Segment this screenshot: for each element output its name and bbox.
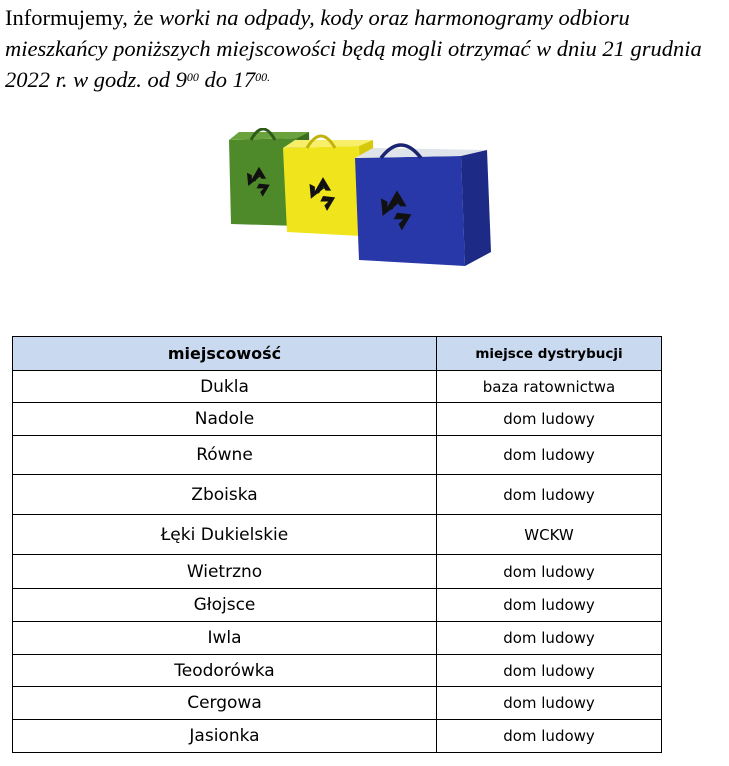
intro-sup-1: 00 xyxy=(186,70,199,84)
place-cell: dom ludowy xyxy=(437,622,662,655)
town-cell: Cergowa xyxy=(13,687,437,720)
town-cell: Dukla xyxy=(13,371,437,403)
town-cell: Nadole xyxy=(13,403,437,436)
table-row xyxy=(13,655,662,687)
intro-sup-2: 00. xyxy=(255,70,271,84)
table-row xyxy=(13,515,662,555)
place-cell: dom ludowy xyxy=(437,655,662,687)
town-cell: Iwla xyxy=(13,622,437,655)
town-cell: Głojsce xyxy=(13,589,437,622)
place-cell: dom ludowy xyxy=(437,436,662,475)
blue-bag-front xyxy=(355,156,465,266)
table-row xyxy=(13,589,662,622)
table-row xyxy=(13,720,662,753)
table-header-row xyxy=(13,337,662,371)
blue-bag xyxy=(355,145,491,266)
town-cell: Jasionka xyxy=(13,720,437,753)
place-cell: dom ludowy xyxy=(437,589,662,622)
place-cell: dom ludowy xyxy=(437,720,662,753)
table-row xyxy=(13,622,662,655)
table-row xyxy=(13,475,662,515)
header-town: miejscowość xyxy=(13,337,437,371)
table-row xyxy=(13,436,662,475)
table-row xyxy=(13,371,662,403)
place-cell: dom ludowy xyxy=(437,403,662,436)
place-cell: WCKW xyxy=(437,515,662,555)
place-cell: dom ludowy xyxy=(437,475,662,515)
intro-paragraph xyxy=(5,2,725,95)
yellow-bag-front xyxy=(283,146,361,236)
place-cell: dom ludowy xyxy=(437,687,662,720)
town-cell: Wietrzno xyxy=(13,555,437,589)
town-cell: Zboiska xyxy=(13,475,437,515)
distribution-table xyxy=(12,336,662,753)
blue-bag-side xyxy=(461,150,491,266)
place-cell: baza ratownictwa xyxy=(437,371,662,403)
header-place: miejsce dystrybucji xyxy=(437,337,662,371)
town-cell: Teodorówka xyxy=(13,655,437,687)
intro-italic-2: do 17 xyxy=(198,67,256,92)
table-row xyxy=(13,687,662,720)
town-cell: Łęki Dukielskie xyxy=(13,515,437,555)
intro-italic-1: worki na odpady, kody oraz harmonogramy odbioru mieszkańcy poniższych miejscowości będą mogli otrzymać w dniu 21 grudnia 2022 r. w godz. od $9^{00}$ do $17^{00.}$ xyxy=(5,5,702,92)
intro-lead: Informujemy, że xyxy=(5,5,160,30)
recycling-bags-image xyxy=(225,128,515,270)
table-row xyxy=(13,403,662,436)
table-row xyxy=(13,555,662,589)
town-cell: Równe xyxy=(13,436,437,475)
place-cell: dom ludowy xyxy=(437,555,662,589)
